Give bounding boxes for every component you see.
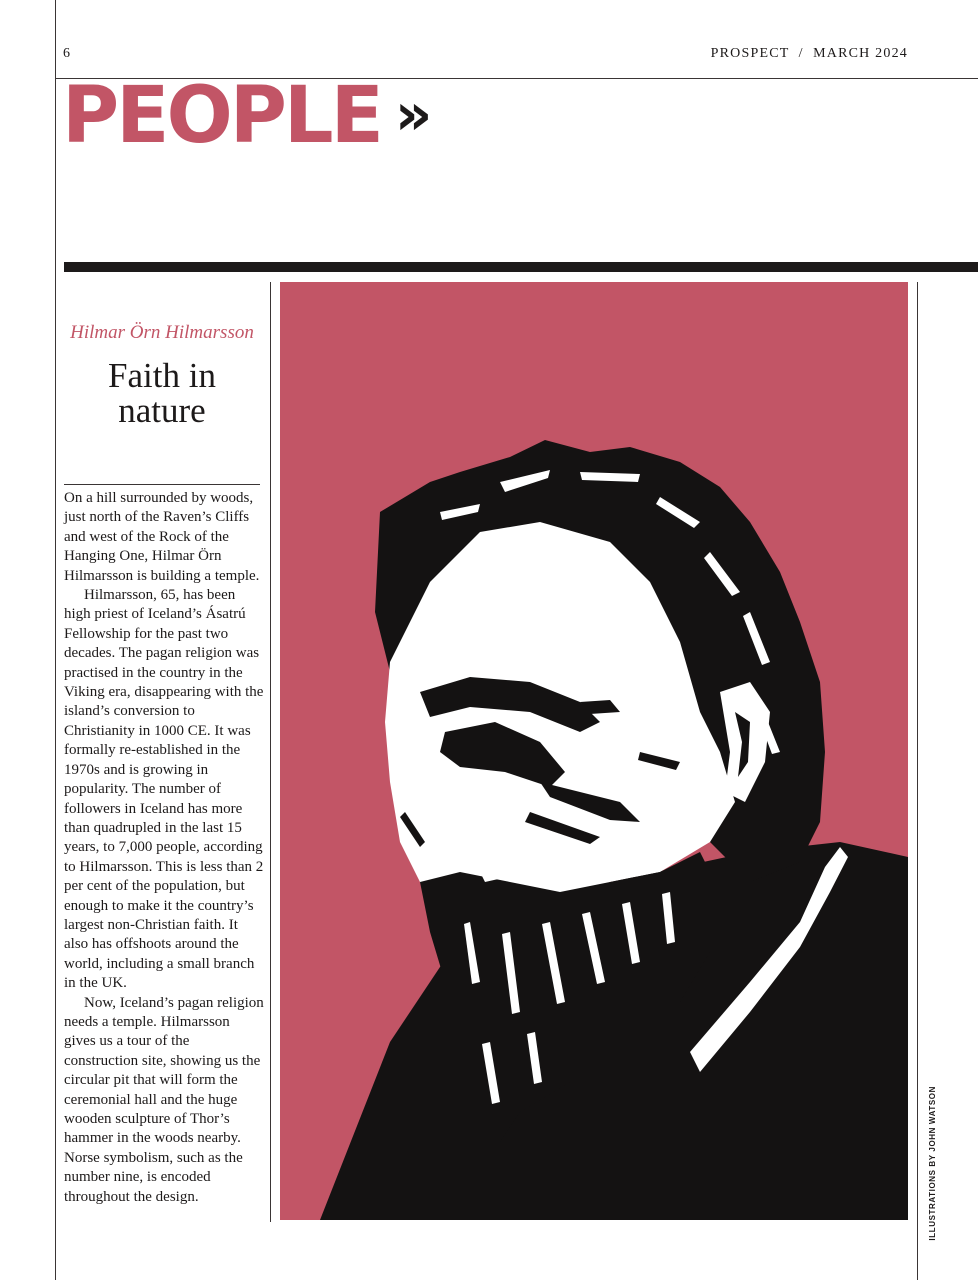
body-paragraph: On a hill surrounded by woods, just north of the Raven’s Cliffs and west of the Rock of the Hanging One, Hilmar Örn Hilmarsson is building a temple.	[64, 490, 260, 584]
page-number: 6	[63, 46, 71, 61]
section-title	[62, 71, 425, 161]
body-paragraph: Hilmarsson, 65, has been high priest of Iceland’s Ásatrú Fellowship for the past two decades. The pagan religion was practised in the country in the Viking era, disappearing with the island’s conversion to Christianity in 1000 CE. It was formally re-established in the 1970s and is growing in popularity. The number of followers in Iceland has more than quadrupled in the last 15 years, to 7,000 people, according to Hilmarsson. This is less than 2 per cent of the population, but enough to make it the country’s largest non-Christian faith. It also has offshoots around the world, including a small branch in the UK.	[64, 587, 264, 992]
column-divider-rule	[270, 282, 271, 1222]
right-margin-rule	[917, 282, 918, 1280]
illustration-credit: ILLUSTRATIONS BY JOHN WATSON	[928, 1086, 937, 1241]
body-paragraph: Now, Iceland’s pagan religion needs a temple. Hilmarsson gives us a tour of the construction site, showing us the circular pit that will form the ceremonial hall and the huge wooden sculpture of Thor’s hammer in the woods nearby. Norse symbolism, such as the number nine, is encoded throughout the design.	[64, 994, 264, 1205]
woodcut-portrait-image	[280, 282, 908, 1220]
section-rule	[64, 262, 978, 272]
article-body	[64, 489, 264, 1207]
portrait-illustration	[280, 282, 908, 1220]
section-label: PEOPLE	[62, 71, 381, 161]
chevron-right-icon: »	[394, 80, 425, 148]
article-kicker: Hilmar Örn Hilmarsson	[70, 322, 254, 343]
body-rule	[64, 484, 260, 485]
left-margin-rule	[55, 0, 56, 1280]
article-headline: Faith in nature	[108, 356, 216, 430]
masthead: PROSPECT / MARCH 2024	[710, 46, 908, 61]
